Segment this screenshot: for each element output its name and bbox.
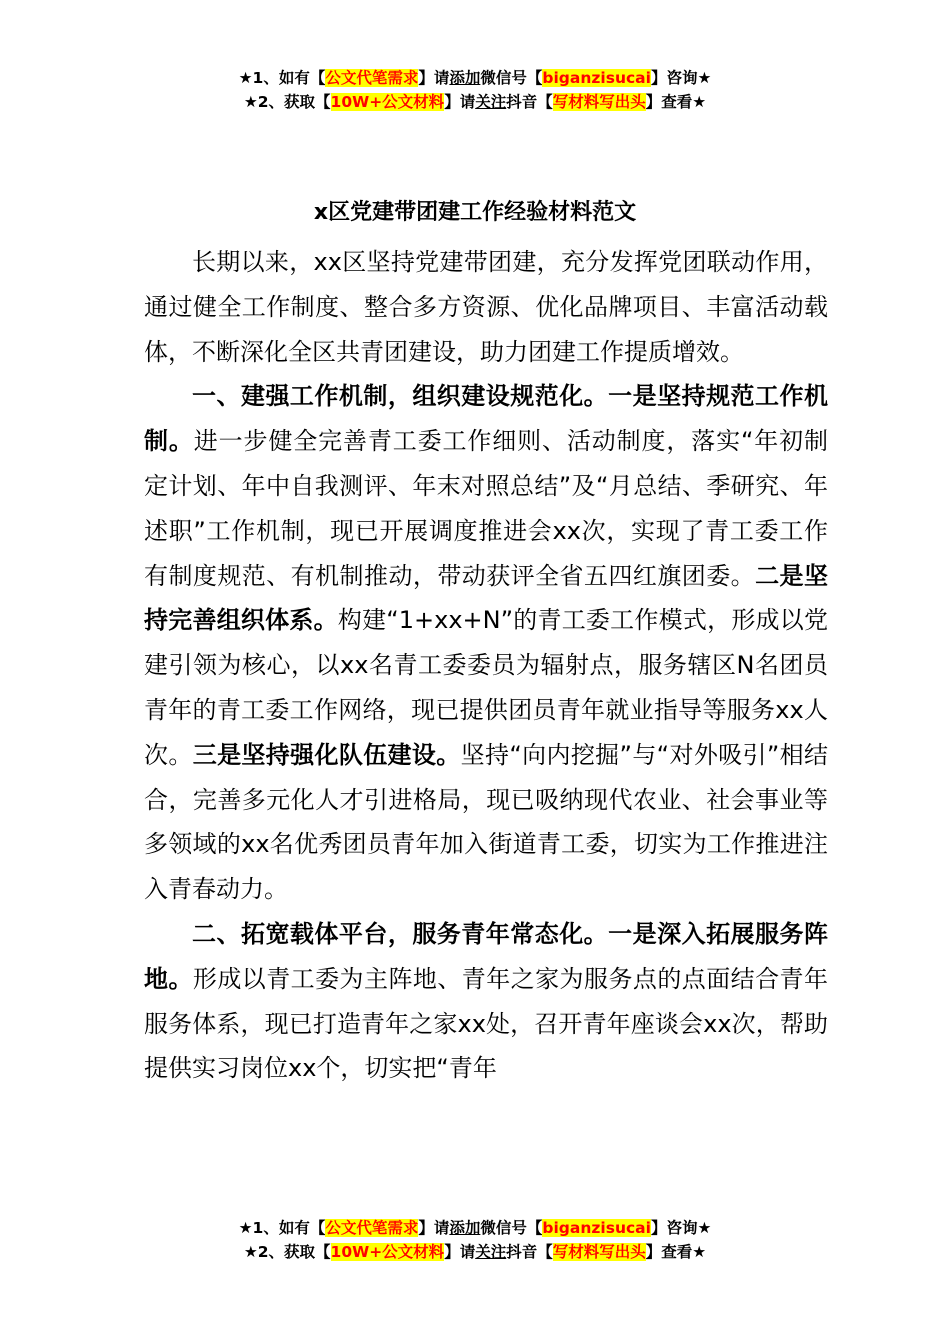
promo-highlight: 公文代笔需求 bbox=[325, 69, 419, 87]
promo-highlight: 公文代笔需求 bbox=[325, 1219, 419, 1237]
promo-line-2: ★2、获取【10W+公文材料】请关注抖音【写材料写出头】查看★ bbox=[243, 1243, 707, 1261]
sub-heading: 二是坚持完善组织体系。 bbox=[144, 561, 828, 635]
promo-douyin-id: 写材料写出头 bbox=[552, 1243, 646, 1261]
promo-line-2: ★2、获取【10W+公文材料】请关注抖音【写材料写出头】查看★ bbox=[243, 93, 707, 111]
promo-line-1: ★1、如有【公文代笔需求】请添加微信号【biganzisucai】咨询★ bbox=[238, 69, 712, 87]
promo-wechat-id: biganzisucai bbox=[542, 69, 651, 87]
section-heading: 二、拓宽载体平台，服务青年常态化。一是深入拓展服务阵地。 bbox=[144, 919, 828, 993]
paragraph-intro: 长期以来，xx区坚持党建带团建，充分发挥党团联动作用，通过健全工作制度、整合多方资源、优化品牌项目、丰富活动载体，不断深化全区共青团建设，助力团建工作提质增效。 bbox=[144, 248, 828, 366]
footer-promo-banner bbox=[0, 1216, 950, 1264]
document-body bbox=[144, 240, 828, 1091]
sub-heading: 三是坚持强化队伍建设。 bbox=[192, 740, 461, 769]
document-title: x区党建带团建工作经验材料范文 bbox=[313, 200, 637, 225]
paragraph-section-2: 二、拓宽载体平台，服务青年常态化。一是深入拓展服务阵地。形成以青工委为主阵地、青年之家为服务点的点面结合青年服务体系，现已打造青年之家xx处，召开青年座谈会xx次，帮助提供实习岗位xx个，切实把“青年 bbox=[144, 919, 828, 1083]
promo-line-1: ★1、如有【公文代笔需求】请添加微信号【biganzisucai】咨询★ bbox=[238, 1219, 712, 1237]
promo-highlight: 10W+公文材料 bbox=[330, 93, 445, 111]
header-promo-banner bbox=[0, 66, 950, 114]
paragraph-section-1: 一、建强工作机制，组织建设规范化。一是坚持规范工作机制。进一步健全完善青工委工作细则、活动制度，落实“年初制定计划、年中自我测评、年末对照总结”及“月总结、季研究、年述职”工作机制，现已开展调度推进会xx次，实现了青工委工作有制度规范、有机制推动，带动获评全省五四红旗团委。二是坚持完善组织体系。构建“1+xx+N”的青工委工作模式，形成以党建引领为核心，以xx名青工委委员为辐射点，服务辖区N名团员青年的青工委工作网络，现已提供团员青年就业指导等服务xx人次。三是坚持强化队伍建设。坚持“向内挖掘”与“对外吸引”相结合，完善多元化人才引进格局，现已吸纳现代农业、社会事业等多领域的xx名优秀团员青年加入街道青工委，切实为工作推进注入青春动力。 bbox=[144, 382, 829, 904]
promo-wechat-id: biganzisucai bbox=[542, 1219, 651, 1237]
section-heading: 一、建强工作机制，组织建设规范化。一是坚持规范工作机制。 bbox=[144, 382, 828, 456]
promo-douyin-id: 写材料写出头 bbox=[552, 93, 646, 111]
promo-highlight: 10W+公文材料 bbox=[330, 1243, 445, 1261]
